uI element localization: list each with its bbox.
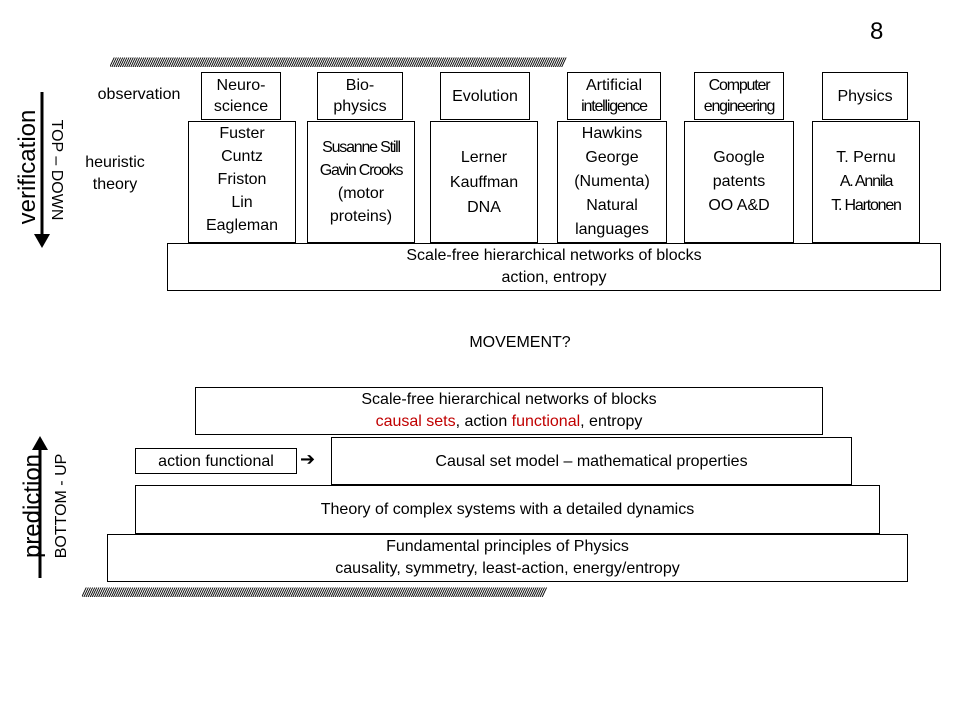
hatch-divider-bottom: /////////////////////////////////////////////////////////////////////////////////////////////////////////////////////////////////////////////////////////////////////////////////////////////////////////////////////////// (82, 586, 545, 600)
top-down-label: TOP – DOWN (48, 119, 65, 221)
causal-set-model-box: Causal set model – mathematical properties (331, 437, 852, 485)
field-theory-ai: Hawkins George (Numenta) Natural languages (557, 121, 667, 243)
field-theory-neuroscience: Fuster Cuntz Friston Lin Eagleman (188, 121, 296, 243)
prediction-label: prediction (19, 453, 46, 559)
hatch-divider-top: /////////////////////////////////////////////////////////////////////////////////////////////////////////////////////////////////////////////////////////////////////////////////////////////////////////////////////// (110, 56, 565, 70)
action-functional-box: action functional (135, 448, 297, 474)
complex-systems-box: Theory of complex systems with a detailed dynamics (135, 485, 880, 534)
causal-sets-text: causal sets (375, 413, 456, 430)
top-down-arrow (32, 90, 52, 250)
top-base-box: Scale-free hierarchical networks of blocks action, entropy (167, 243, 941, 291)
field-header-neuroscience: Neuro- science (201, 72, 281, 120)
fundamental-principles-box: Fundamental principles of Physics causality, symmetry, least-action, energy/entropy (107, 534, 908, 582)
field-header-biophysics: Bio- physics (317, 72, 403, 120)
observation-label: observation (97, 86, 181, 103)
bottom-up-arrow (30, 434, 50, 580)
right-arrow-icon: ➔ (300, 449, 316, 470)
movement-label: MOVEMENT? (469, 334, 571, 351)
field-theory-physics: T. Pernu A. Annila T. Hartonen (812, 121, 920, 243)
pyramid-top-box: Scale-free hierarchical networks of blocks causal sets, action functional, entropy (195, 387, 823, 435)
field-header-computer-engineering: Computer engineering (694, 72, 784, 120)
field-theory-biophysics: Susanne Still Gavin Crooks (motor proteins) (307, 121, 415, 243)
field-header-ai: Artificial intelligence (567, 72, 661, 120)
heuristic-theory-label: heuristic theory (85, 154, 145, 193)
field-header-evolution: Evolution (440, 72, 530, 120)
field-theory-computer-engineering: Google patents OO A&D (684, 121, 794, 243)
functional-text: functional (511, 413, 581, 430)
field-header-physics: Physics (822, 72, 908, 120)
field-theory-evolution: Lerner Kauffman DNA (430, 121, 538, 243)
verification-label: verification (14, 109, 41, 225)
page-number: 8 (870, 18, 884, 45)
bottom-up-label: BOTTOM - UP (53, 453, 70, 559)
